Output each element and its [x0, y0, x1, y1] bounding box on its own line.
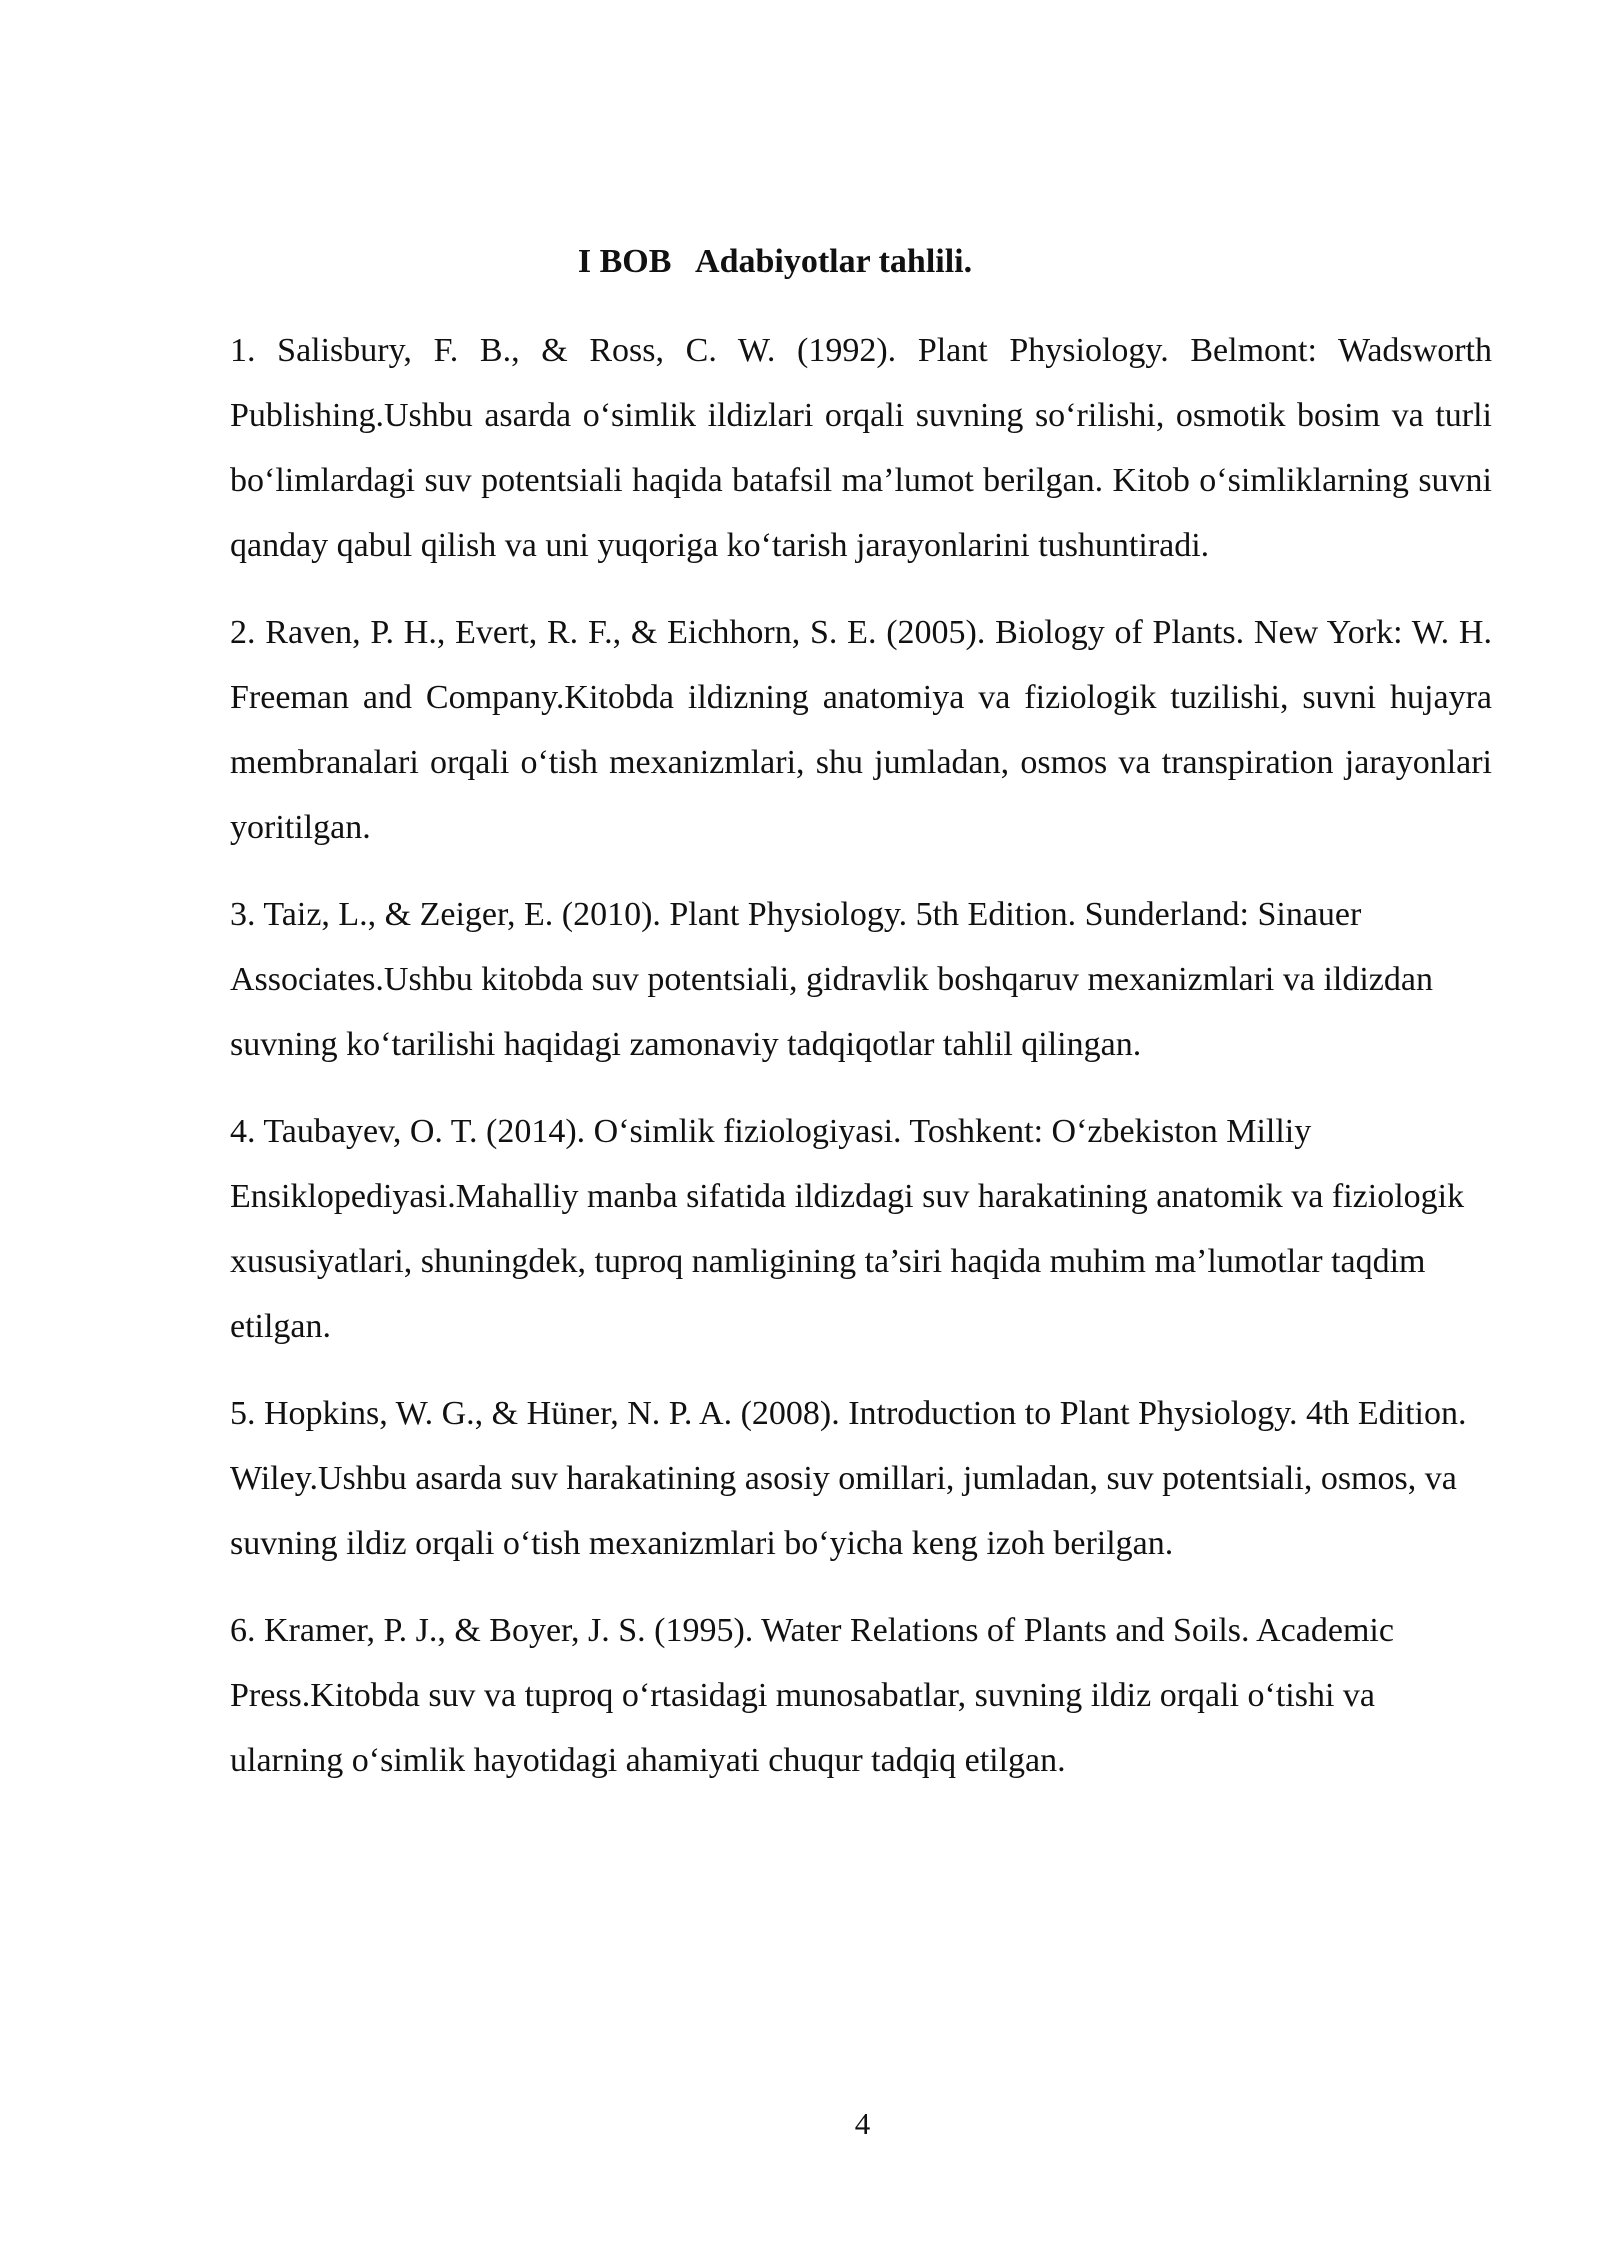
- reference-item-5: 5. Hopkins, W. G., & Hüner, N. P. A. (2008). Introduction to Plant Physiology. 4th Edition. Wiley.Ushbu asarda suv harakatining asosiy omillari, jumladan, suv potentsiali, osmos, va suvning ildiz orqali o‘tish mexanizmlari bo‘yicha keng izoh berilgan.: [230, 1395, 1467, 1562]
- reference-item-3: 3. Taiz, L., & Zeiger, E. (2010). Plant Physiology. 5th Edition. Sunderland: Sinauer Associates.Ushbu kitobda suv potentsiali, gidravlik boshqaruv mexanizmlari va ildizdan suvning ko‘tarilishi haqidagi zamonaviy tadqiqotlar tahlil qilingan.: [230, 896, 1433, 1063]
- reference-item-4: 4. Taubayev, O. T. (2014). O‘simlik fiziologiyasi. Toshkent: O‘zbekiston Milliy Ensiklopediyasi.Mahalliy manba sifatida ildizdagi suv harakatining anatomik va fiziologik xususiyatlari, shuningdek, tuproq namligining ta’siri haqida muhim ma’lumotlar taqdim etilgan.: [230, 1113, 1465, 1345]
- reference-list: [230, 318, 1492, 1815]
- reference-item-6: 6. Kramer, P. J., & Boyer, J. S. (1995). Water Relations of Plants and Soils. Academic Press.Kitobda suv va tuproq o‘rtasidagi munosabatlar, suvning ildiz orqali o‘tishi va ularning o‘simlik hayotidagi ahamiyati chuqur tadqiq etilgan.: [230, 1612, 1394, 1779]
- reference-item-1: 1. Salisbury, F. B., & Ross, C. W. (1992). Plant Physiology. Belmont: Wadsworth Publishing.Ushbu asarda o‘simlik ildizlari orqali suvning so‘rilishi, osmotik bosim va turli bo‘limlardagi suv potentsiali haqida batafsil ma’lumot berilgan. Kitob o‘simliklarning suvni qanday qabul qilish va uni yuqoriga ko‘tarish jarayonlarini tushuntiradi.: [230, 332, 1492, 564]
- page-number: 4: [854, 2106, 871, 2141]
- chapter-heading: I BOB Adabiyotlar tahlili.: [577, 243, 973, 280]
- reference-item-2: 2. Raven, P. H., Evert, R. F., & Eichhorn, S. E. (2005). Biology of Plants. New York: W. H. Freeman and Company.Kitobda ildizning anatomiya va fiziologik tuzilishi, suvni hujayra membranalari orqali o‘tish mexanizmlari, shu jumladan, osmos va transpiration jarayonlari yoritilgan.: [230, 614, 1492, 846]
